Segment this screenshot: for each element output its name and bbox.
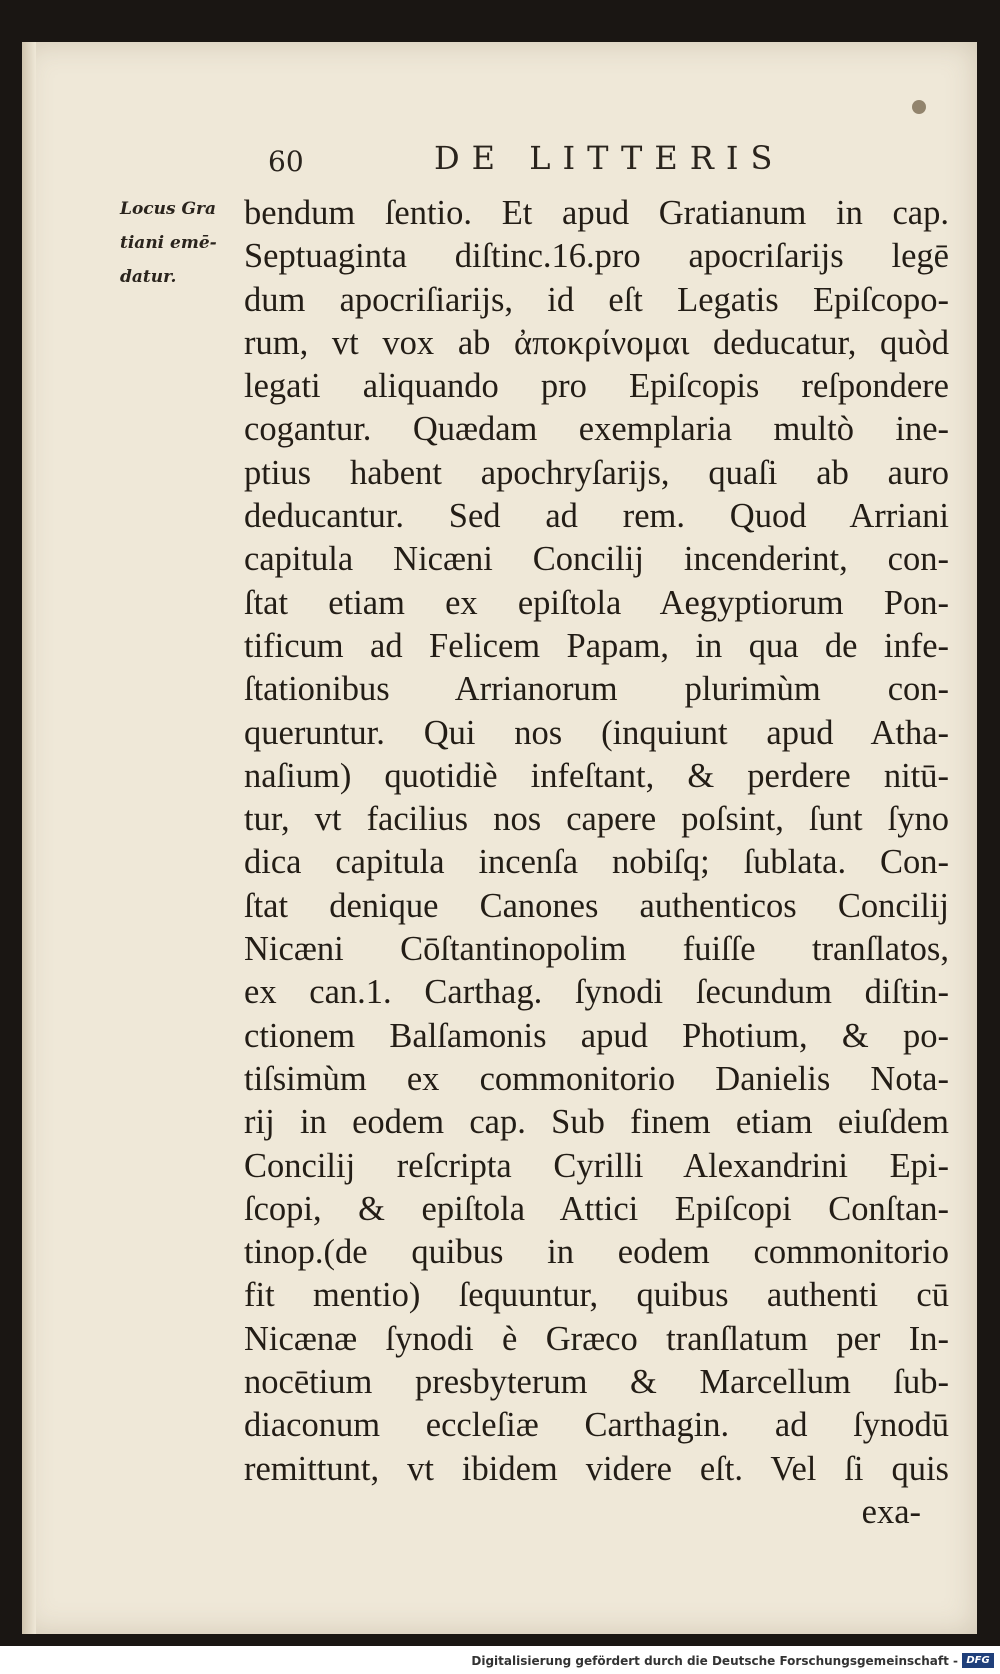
- text-line: ptius habent apochryſarijs, quaſi ab auro: [244, 453, 949, 492]
- text-line: capitula Nicæni Concilij incenderint, con-: [244, 540, 949, 579]
- text-line: rij in eodem cap. Sub finem etiam eiuſdem: [244, 1103, 949, 1142]
- text-line: ctionem Balſamonis apud Photium, & po-: [244, 1016, 949, 1055]
- ink-spot: [912, 100, 926, 114]
- margin-note: [120, 192, 250, 294]
- book-page: [22, 42, 977, 1634]
- text-line: ſtationibus Arrianorum plurimùm con-: [244, 670, 949, 709]
- margin-note-line: tiani emē-: [120, 233, 217, 253]
- text-line: tur, vt facilius nos capere poſsint, ſunt ſyno: [244, 800, 949, 839]
- text-line: naſium) quotidiè infeſtant, & perdere nitū-: [244, 756, 949, 795]
- text-line: ſcopi, & epiſtola Attici Epiſcopi Conſtan-: [244, 1189, 949, 1228]
- text-line: nocētium presbyterum & Marcellum ſub-: [244, 1363, 949, 1402]
- text-line: tificum ad Felicem Papam, in qua de infe-: [244, 626, 949, 665]
- text-line: cogantur. Quædam exemplaria multò ine-: [244, 410, 949, 449]
- margin-note-line: datur.: [120, 267, 177, 287]
- text-line: ex can.1. Carthag. ſynodi ſecundum diſtin-: [244, 973, 949, 1012]
- dfg-logo: DFG: [962, 1653, 994, 1668]
- margin-note-line: Locus Gra: [120, 199, 216, 219]
- text-line: ſtat denique Canones authenticos Concilij: [244, 886, 949, 925]
- text-line: fit mentio) ſequuntur, quibus authenti cū: [244, 1276, 949, 1315]
- text-line: rum, vt vox ab ἀποκρίνομαι deducatur, quòd: [244, 323, 949, 362]
- text-line: Nicænæ ſynodi è Græco tranſlatum per In-: [244, 1319, 949, 1358]
- text-line: dum apocriſiarijs, id eſt Legatis Epiſcopo-: [244, 280, 949, 319]
- text-line: queruntur. Qui nos (inquiunt apud Atha-: [244, 713, 949, 752]
- text-line: ſtat etiam ex epiſtola Aegyptiorum Pon-: [244, 583, 949, 622]
- funding-credit: Digitalisierung gefördert durch die Deutsche Forschungsgemeinschaft -: [471, 1654, 958, 1668]
- text-line: diaconum eccleſiæ Carthagin. ad ſynodū: [244, 1406, 949, 1445]
- text-line: tinop.(de quibus in eodem commonitorio: [244, 1233, 949, 1272]
- catchword: exa-: [861, 1492, 921, 1531]
- text-line: tiſsimùm ex commonitorio Danielis Nota-: [244, 1059, 949, 1098]
- text-line: deducantur. Sed ad rem. Quod Arriani: [244, 497, 949, 536]
- text-line: Nicæni Cōſtantinopolim fuiſſe tranſlatos,: [244, 930, 949, 969]
- text-line: legati aliquando pro Epiſcopis reſpondere: [244, 367, 949, 406]
- running-head: DE LITTERIS: [434, 139, 785, 177]
- text-line: bendum ſentio. Et apud Gratianum in cap.: [244, 194, 949, 232]
- text-line: dica capitula incenſa nobiſq; ſublata. Con-: [244, 843, 949, 882]
- body-text: [244, 192, 949, 1534]
- page-header: [22, 139, 977, 189]
- text-line: Septuaginta diſtinc.16.pro apocriſarijs legē: [244, 237, 949, 276]
- page-gutter-edge: [22, 42, 36, 1634]
- digitization-footer: [0, 1650, 1000, 1672]
- text-line: remittunt, vt ibidem videre eſt. Vel ſi quis: [244, 1449, 949, 1488]
- text-line: Concilij reſcripta Cyrilli Alexandrini Epi-: [244, 1146, 949, 1185]
- page-number: 60: [268, 145, 304, 178]
